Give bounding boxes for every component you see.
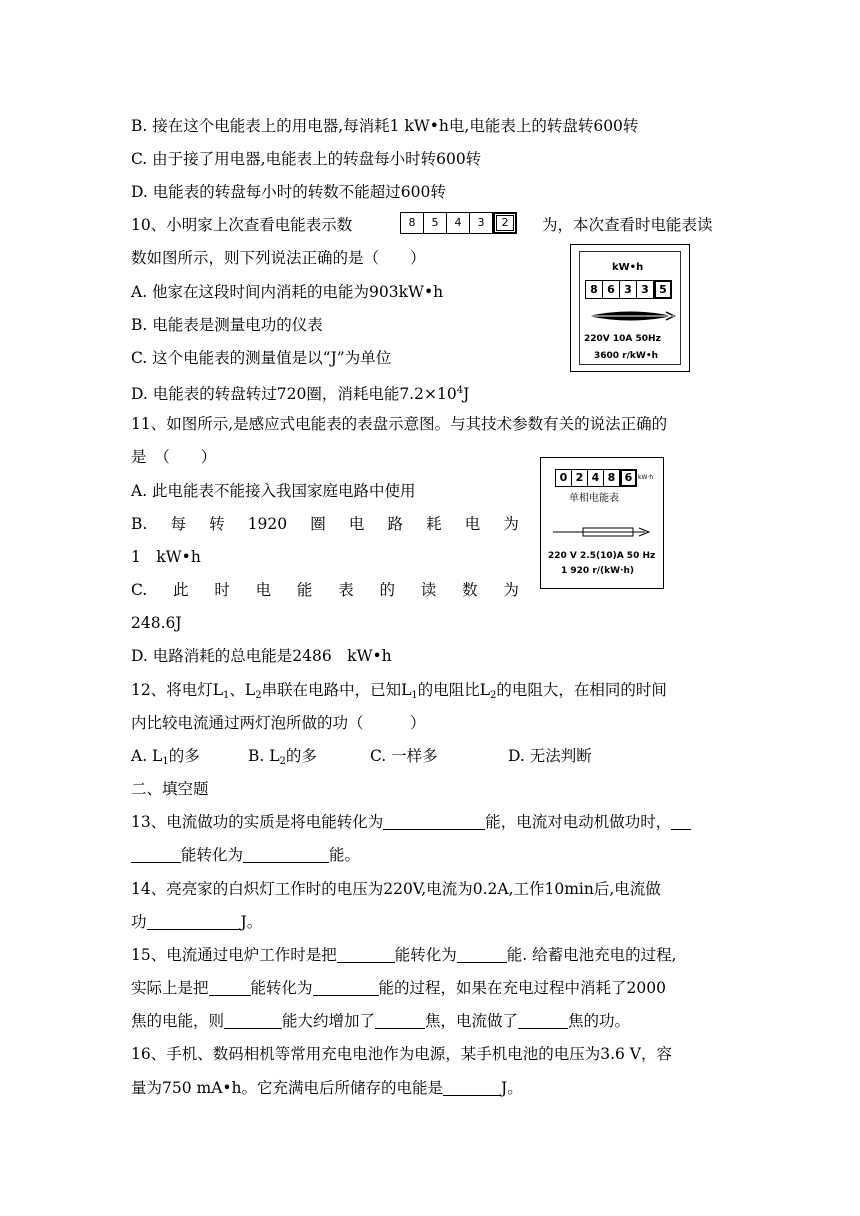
meter-digit-decimal: 5 [654,280,672,299]
question-12-stem-cont: 内比较电流通过两灯泡所做的功（ ） [131,714,426,732]
meter-unit-label: kW•h [612,262,644,273]
meter-disc-icon [586,309,676,323]
option-d-q9: D. 电能表的转盘每小时的转数不能超过600转 [131,183,446,201]
answer-blank[interactable] [443,1079,501,1096]
meter-digit: 8 [400,212,424,234]
section-heading: 二、填空题 [131,780,209,798]
question-11-stem: 11、如图所示,是感应式电能表的表盘示意图。与其技术参数有关的说法正确的 [131,415,668,433]
question-16-cont: 量为750 mA•h。它充满电后所储存的电能是 J。 [131,1079,523,1097]
question-13-cont: 能转化为 能。 [131,845,360,865]
meter-digit: 5 [424,212,447,234]
question-12-options: A. $L_1$的多 [131,747,200,767]
option-c-q9: C. 由于接了用电器,电能表上的转盘每小时转600转 [131,150,482,168]
question-16: 16、手机、数码相机等常用充电电池作为电源，某手机电池的电压为3.6 V，容 [131,1045,672,1063]
meter-unit-label: kW·h [638,474,654,481]
question-10-stem: 10、小明家上次查看电能表示数 [131,216,353,234]
answer-blank[interactable] [243,846,329,863]
question-15-cont-2: 焦的电能，则 能大约增加了 焦，电流做了 焦的功。 [131,1012,631,1030]
meter-disc-icon [553,526,651,538]
question-12-stem: 12、将电灯$L_1$、$L_2$串联在电路中，已知$L_1$的电阻比$L_2$的电阻大，在相同的时间 [131,681,667,701]
answer-blank[interactable] [457,946,507,963]
option-b-q9: B. 接在这个电能表上的用电器,每消耗1 kW•h电,电能表上的转盘转600转 [131,117,639,135]
question-12-option-c: C. 一样多 [370,747,438,765]
meter-digit: 4 [447,212,470,234]
option-d-q10: D. 电能表的转盘转过720圈，消耗电能$7.2\times 10^4J$ [131,385,470,403]
option-b-q11-cont: 1 kW•h [131,548,201,566]
option-a-q10: A. 他家在这段时间内消耗的电能为903kW•h [131,283,444,301]
meter-figure-1 [570,244,690,372]
option-a-q11: A. 此电能表不能接入我国家庭电路中使用 [131,482,416,500]
meter-digit: 8 [585,280,603,299]
question-15-cont: 实际上是把 能转化为 能的过程，如果在充电过程中消耗了2000 [131,979,666,997]
option-d-q11: D. 电路消耗的总电能是2486 kW•h [131,647,392,665]
option-c-q11-cont: 248.6J [131,614,182,632]
answer-blank[interactable] [224,1012,282,1029]
meter-spec-1: 220V 10A 50Hz [584,334,661,344]
answer-blank[interactable] [313,979,379,996]
answer-blank[interactable] [518,1012,568,1029]
meter-digit: 3 [637,280,654,299]
meter-spec-1: 220 V 2.5(10)A 50 Hz [548,551,656,561]
meter-figure-2 [540,457,664,589]
answer-blank[interactable] [383,813,485,830]
question-14-cont: 功 J。 [131,913,263,931]
question-10-stem-cont: 数如图所示，则下列说法正确的是（ ） [131,249,426,267]
meter-digit: 0 [555,469,572,487]
answer-blank[interactable] [131,846,181,863]
question-13: 13、电流做功的实质是将电能转化为 能，电流对电动机做功时， [131,812,691,832]
option-c-q11: C. 此 时 电 能 表 的 读 数 为 [131,581,519,599]
meter-type-label: 单相电能表 [569,493,619,504]
meter-digit: 3 [620,280,637,299]
question-11-stem-cont: 是 （ ） [131,448,217,466]
meter-digit: 4 [588,469,604,487]
option-c-q10: C. 这个电能表的测量值是以“J”为单位 [131,349,392,367]
answer-blank[interactable] [337,946,395,963]
meter-digit: 8 [604,469,620,487]
previous-meter-reading [400,212,524,234]
question-15: 15、电流通过电炉工作时是把 能转化为 能. 给蓄电池充电的过程, [131,946,677,964]
meter-digit-decimal: 2 [493,212,517,234]
meter-digit: 6 [603,280,620,299]
question-12-option-d: D. 无法判断 [508,747,592,765]
option-b-q11: B. 每 转 1920 圈 电 路 耗 电 为 [131,515,519,533]
question-10-stem-tail: 为，本次查看时电能表读 [542,216,713,234]
meter-spec-2: 3600 r/kW•h [594,351,658,361]
answer-blank[interactable] [671,813,691,830]
question-14: 14、亮亮家的白炽灯工作时的电压为220V,电流为0.2A,工作10min后,电流做 [131,880,661,898]
option-b-q10: B. 电能表是测量电功的仪表 [131,316,323,334]
answer-blank[interactable] [209,979,251,996]
meter-digit: 2 [572,469,588,487]
answer-blank[interactable] [147,913,241,930]
meter-digit: 3 [470,212,493,234]
meter-spec-2: 1 920 r/(kW·h) [561,566,635,576]
answer-blank[interactable] [375,1012,425,1029]
question-12-option-b: B. $L_2$的多 [248,747,317,767]
meter-digit-decimal: 6 [620,469,637,487]
